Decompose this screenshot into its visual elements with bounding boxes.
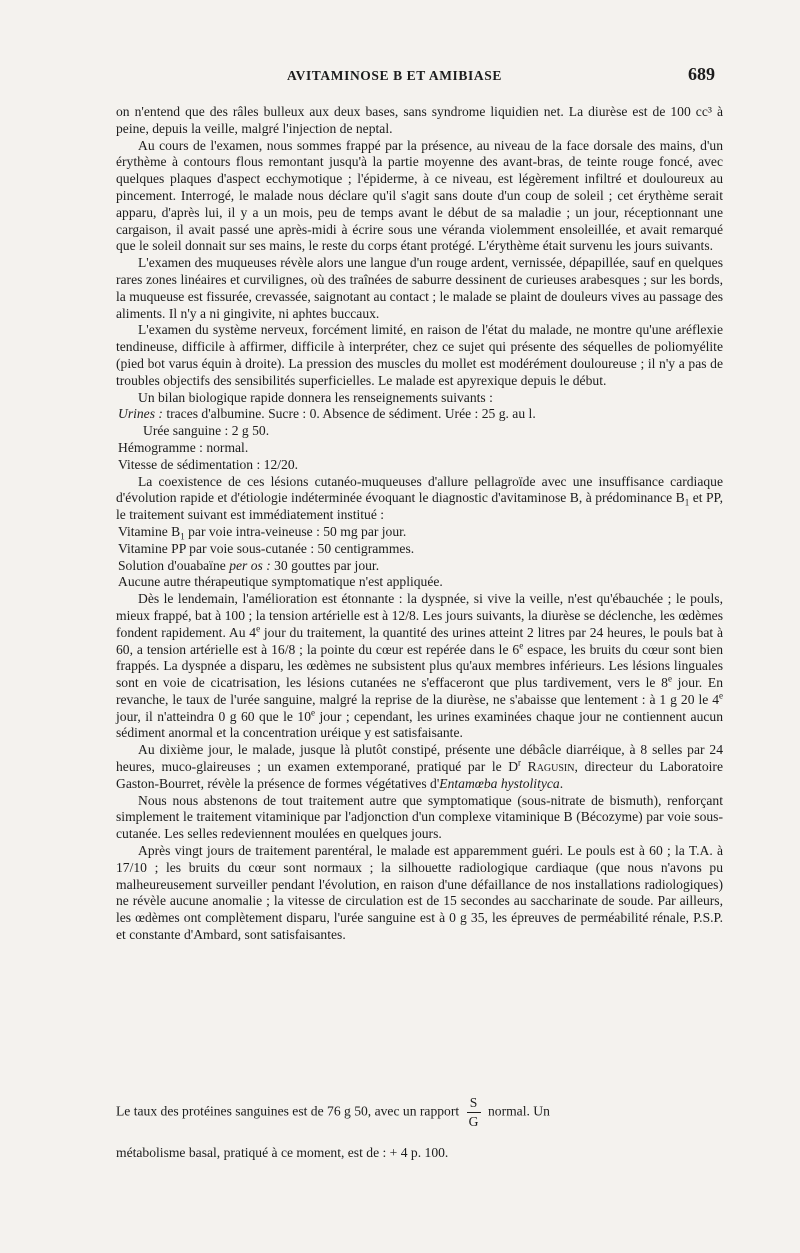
final-line-1 bbox=[116, 1096, 723, 1146]
paragraph-8-part3: . bbox=[559, 775, 564, 791]
treatment-vitamine-b1 bbox=[116, 524, 723, 541]
treatment-vitb1-b: par voie intra-veineuse : 50 mg par jour. bbox=[184, 523, 407, 539]
final-part1: Le taux des protéines sanguines est de 76 g 50, avec un rapport bbox=[116, 1103, 460, 1119]
paragraph-9: Nous nous abstenons de tout traitement autre que symptomatique (sous-nitrate de bismuth), renforçant simplement le traitement vitaminique par l'adjonction d'un complexe vitaminique B (Bécozyme) par voie sous-cutanée. Les selles redeviennent moulées en quelques jours. bbox=[116, 792, 723, 842]
treatment-vitb1-a: Vitamine B bbox=[118, 523, 181, 539]
paragraph-7-part6: jour ; cependant, les urines examinées chaque jour ne contiennent aucun sédiment anormal et la concentration uréique y est satisfaisante. bbox=[116, 708, 723, 741]
paragraph-3: L'examen des muqueuses révèle alors une langue d'un rouge ardent, vernissée, dépapillée, sauf en quelques rares zones linéaires et curvilignes, où des traînées de saburre dessinent de curieuses arabesques ; sur les bords, la muqueuse est fissurée, crevassée, saignotant au contact ; le malade se plaint de douleurs vives au passage des aliments. Il n'y a ni gingivite, ni aphtes buccaux. bbox=[116, 255, 723, 321]
lab-urines-label: Urines : bbox=[118, 406, 163, 422]
species-name: Entamœba hystolityca bbox=[439, 775, 560, 791]
fraction-numerator: S bbox=[469, 1095, 478, 1110]
paragraph-7-sup1: e bbox=[256, 623, 261, 634]
paragraph-6-part2: et PP, le traitement suivant est immédiatement institué : bbox=[116, 490, 723, 523]
treatment-ouabaine-b: 30 gouttes par jour. bbox=[270, 557, 380, 573]
paragraph-6-sub: 1 bbox=[684, 498, 690, 509]
page-header bbox=[0, 64, 800, 88]
paragraph-7-sup4: e bbox=[719, 690, 723, 701]
treatment-ouabaine-italic: per os : bbox=[229, 557, 271, 573]
paragraph-1: on n'entend que des râles bulleux aux deux bases, sans syndrome liquidien net. La diurèse est de 100 cc³ à peine, depuis la veille, malgré l'injection de neptal. bbox=[116, 104, 723, 136]
paragraph-6 bbox=[116, 474, 723, 524]
fraction-denominator: G bbox=[468, 1114, 479, 1129]
paragraph-7-part1: Dès le lendemain, l'amélioration est étonnante : la dyspnée, si vive la veille, n'est qu'ébauchée ; le pouls, mieux frappé, bat à 100 ; la tension artérielle est à 12/8. Les jours suivants, la diurèse se déclenche, les œdèmes fondent rapidement. Au 4 bbox=[116, 591, 723, 640]
lab-uree-sanguine: Urée sanguine : 2 g 50. bbox=[143, 423, 270, 439]
paragraph-7-sup2: e bbox=[519, 639, 524, 650]
lab-vitesse: Vitesse de sédimentation : 12/20. bbox=[118, 456, 299, 472]
author-name: Ragusin bbox=[527, 759, 575, 775]
body-text bbox=[116, 104, 723, 944]
treatment-ouabaine bbox=[116, 558, 723, 575]
paragraph-7-part5: jour, il n'atteindra 0 g 60 que le 10 bbox=[116, 708, 311, 724]
paragraph-6-part1: La coexistence de ces lésions cutanéo-muqueuses d'allure pellagroïde avec une insuffisance cardiaque d'évolution rapide et d'étiologie indéterminée évoquant le diagnostic d'avitaminose B, à prédominance B bbox=[116, 473, 723, 506]
lab-urines-text: traces d'albumine. Sucre : 0. Absence de sédiment. Urée : 25 g. au l. bbox=[166, 406, 536, 422]
treatment-ouabaine-a: Solution d'ouabaïne bbox=[118, 557, 230, 573]
treatment-vitamine-pp: Vitamine PP par voie sous-cutanée : 50 centigrammes. bbox=[118, 540, 415, 556]
fraction-bar bbox=[467, 1112, 481, 1113]
treatment-aucune: Aucune autre thérapeutique symptomatique n'est appliquée. bbox=[118, 574, 443, 590]
final-part2: normal. Un bbox=[487, 1103, 550, 1119]
final-line-2: métabolisme basal, pratiqué à ce moment, est de : + 4 p. 100. bbox=[116, 1145, 449, 1160]
paragraph-7-part4: jour. En revanche, le taux de l'urée sanguine, malgré la reprise de la diurèse, ne s'abaisse que lentement : à 1 g 20 le 4 bbox=[116, 675, 723, 707]
paragraph-10: Après vingt jours de traitement parentéral, le malade est apparemment guéri. Le pouls est à 60 ; la T.A. à 17/10 ; les bruits du cœur sont normaux ; la silhouette radiologique cardiaque (que nous n'avons pu malheureusement surveiller pendant l'évolution, en raison d'une défaillance de nos installations radiologiques) ne révèle aucune anomalie ; la vitesse de circulation est de 15 secondes au saccharinate de soude. Par ailleurs, les œdèmes ont complètement disparu, l'urée sanguine est à 0 g 35, les épreuves de perméabilité rénale, P.S.P. et constante d'Ambard, sont satisfaisantes. bbox=[116, 843, 723, 943]
paragraph-8-sup: r bbox=[518, 757, 522, 768]
sg-ratio-fraction bbox=[467, 1096, 481, 1129]
running-title: AVITAMINOSE B ET AMIBIASE bbox=[287, 68, 502, 83]
paragraph-7-part3: espace, les bruits du cœur sont bien frappés. La dyspnée a disparu, les œdèmes ne subsistent plus qu'aux membres inférieurs. Les lésions linguales sont en voie de cicatrisation, les lésions cutanées ne s'effaceront que plus tardivement, vers le 8 bbox=[116, 641, 723, 691]
paragraph-7 bbox=[116, 591, 723, 742]
paragraph-8 bbox=[116, 742, 723, 792]
treatment-vitb1-sub: 1 bbox=[180, 531, 185, 542]
lab-hemogramme: Hémogramme : normal. bbox=[118, 439, 249, 455]
paragraph-8-part1: Au dixième jour, le malade, jusque là plutôt constipé, présente une débâcle diarréique, à 8 selles par 24 heures, muco-glaireuses ; un examen extemporané, pratiqué par le D bbox=[116, 742, 723, 775]
lab-urines bbox=[116, 406, 723, 423]
page-number: 689 bbox=[688, 64, 715, 84]
paragraph-8-part2: , directeur du Laboratoire Gaston-Bourret, révèle la présence de formes végétatives d' bbox=[116, 759, 723, 791]
paragraph-5: Un bilan biologique rapide donnera les renseignements suivants : bbox=[138, 389, 493, 405]
paragraph-7-part2: jour du traitement, la quantité des urines atteint 2 litres par 24 heures, le pouls bat à 60, a tension artérielle est à 16/8 ; la pointe du cœur est repérée dans le 6 bbox=[116, 624, 723, 657]
paragraph-2: Au cours de l'examen, nous sommes frappé par la présence, au niveau de la face dorsale des mains, d'un érythème à contours flous remontant jusqu'à la partie moyenne des avant-bras, de teinte rouge foncé, avec quelques plaques d'aspect ecchymotique ; l'épiderme, à ce niveau, est légèrement infiltré et douloureux au pincement. Interrogé, le malade nous déclare qu'il s'agit sans doute d'un coup de soleil ; cet érythème serait apparu, d'après lui, il y a un mois, peu de temps avant le début de sa maladie ; un jour, réceptionnant une cargaison, il avait passé une après-midi à écrire sous une véranda violemment ensoleillée, et avait remarqué que le soleil donnait sur ses mains, le reste du corps étant protégé. L'érythème était survenu les jours suivants. bbox=[116, 137, 723, 254]
paragraph-7-sup3: e bbox=[667, 673, 672, 684]
paragraph-4: L'examen du système nerveux, forcément limité, en raison de l'état du malade, ne montre qu'une aréflexie tendineuse, difficile à affirmer, difficile à interpréter, chez ce sujet qui présente des séquelles de poliomyélite (pied bot varus équin à droite). La pression des muscles du mollet est modérément douloureuse ; il n'y a pas de troubles objectifs des sensibilités superficielles. Le malade est apyrexique depuis le début. bbox=[116, 322, 723, 388]
paragraph-7-sup5: e bbox=[311, 707, 315, 718]
